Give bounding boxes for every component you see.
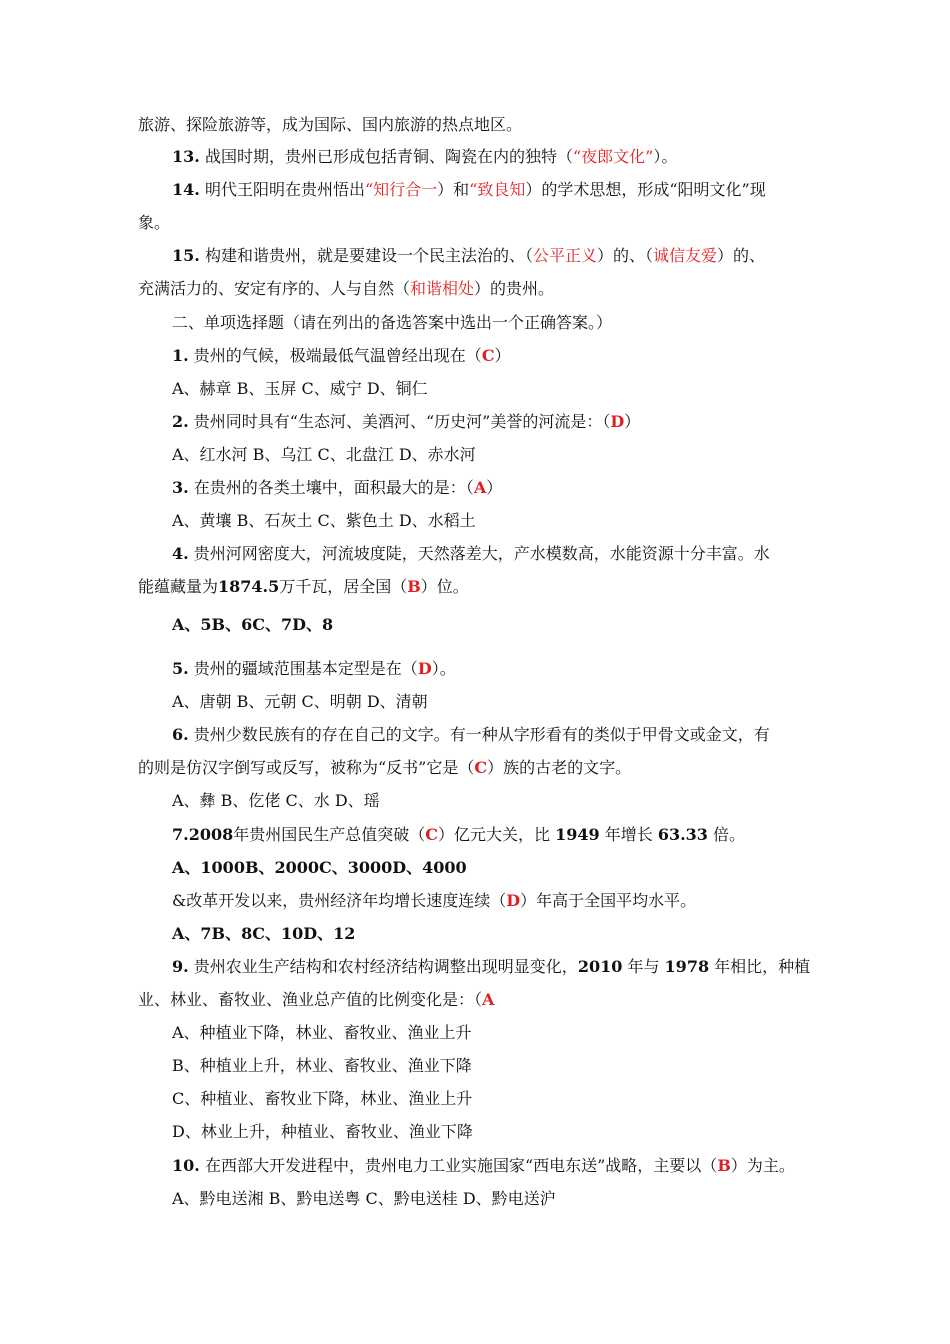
answer: D (610, 412, 625, 431)
question-text: 贵州的疆域范围基本定型是在（ (193, 659, 418, 678)
answer: D (506, 891, 521, 910)
mc-option-9d: D、林业上升，种植业、畜牧业、渔业下降 (172, 1122, 473, 1141)
figure: 1949 (555, 825, 600, 844)
question-text: ）的、（ (596, 246, 653, 265)
question-text: 贵州河网密度大，河流坡度陡，天然落差大，产水模数高，水能资源十分丰富。水 (193, 544, 770, 563)
question-text: 明代王阳明在贵州悟出 (204, 180, 365, 199)
question-text: ）。 (431, 659, 456, 678)
question-number: 10. (172, 1156, 200, 1175)
question-text: ）亿元大关，比 (437, 825, 550, 844)
answer: B (717, 1156, 731, 1175)
question-text: 改革开发以来，贵州经济年均增长速度连续（ (186, 891, 507, 910)
question-text: ）年高于全国平均水平。 (520, 891, 697, 910)
mc-question-9-continuation (138, 989, 494, 1011)
mc-options-3: A、黄壤 B、石灰土 C、紫色土 D、水稻土 (172, 511, 476, 530)
figure: 1874.5 (218, 577, 280, 596)
question-text: 年相比，种植 (714, 957, 811, 976)
answer: 公平正义 (532, 246, 597, 265)
question-text: 万千瓦，居全国（ (279, 577, 408, 596)
answer: B (407, 577, 421, 596)
question-text: 年与 (627, 957, 660, 976)
question-text: 倍。 (713, 825, 746, 844)
question-number: 3. (172, 478, 189, 497)
question-number: 7.2008 (172, 825, 234, 844)
mc-option-9b: B、种植业上升，林业、畜牧业、渔业下降 (172, 1056, 472, 1075)
question-13 (172, 146, 677, 168)
question-text: 贵州农业生产结构和农村经济结构调整出现明显变化， (193, 957, 578, 976)
question-number: 13. (172, 147, 200, 166)
mc-question-6-continuation (138, 757, 631, 779)
question-number: 2. (172, 412, 189, 431)
answer: “夜郎文化” (572, 147, 654, 166)
mc-options-4: A、5B、6C、7D、8 (172, 615, 334, 634)
question-12-continuation: 旅游、探险旅游等，成为国际、国内旅游的热点地区。 (138, 115, 523, 134)
answer: 和谐相处 (410, 279, 475, 298)
question-text: 在贵州的各类土壤中，面积最大的是：（ (193, 478, 474, 497)
question-text: 的则是仿汉字倒写或反写，被称为“反书”它是（ (138, 758, 475, 777)
answer: 诚信友爱 (652, 246, 717, 265)
question-14-continuation: 象。 (138, 213, 171, 232)
answer: D (417, 659, 432, 678)
question-text: ）族的古老的文字。 (487, 758, 632, 777)
mc-question-7 (172, 824, 745, 846)
mc-question-6 (172, 724, 770, 746)
section-title: 二、单项选择题（请在列出的备选答案中选出一个正确答案。） (172, 313, 613, 332)
question-text: 贵州少数民族有的存在自己的文字。有一种从字形看有的类似于甲骨文或金文，有 (193, 725, 770, 744)
answer: C (481, 346, 495, 365)
figure: 63.33 (657, 825, 708, 844)
question-text: 能蕴藏量为 (138, 577, 219, 596)
question-text: ）的贵州。 (474, 279, 555, 298)
question-number: 9. (172, 957, 189, 976)
mc-question-3 (172, 477, 502, 499)
mc-options-8: A、7B、8C、10D、12 (172, 924, 356, 943)
answer: “致良知 (469, 180, 526, 199)
answer: C (425, 825, 438, 844)
mc-options-7: A、1000B、2000C、3000D、4000 (172, 858, 467, 877)
mc-question-10 (172, 1155, 795, 1177)
question-text: ）的学术思想，形成“阳明文化”现 (525, 180, 766, 199)
question-text: 年贵州国民生产总值突破（ (233, 825, 426, 844)
mc-question-9 (172, 956, 810, 978)
mc-question-5 (172, 658, 456, 680)
question-text: ）。 (653, 147, 678, 166)
question-text: ）为主。 (730, 1156, 795, 1175)
answer: “知行合一 (364, 180, 438, 199)
question-text: ） (486, 478, 503, 497)
answer: A (473, 478, 487, 497)
question-text: ） (494, 346, 511, 365)
question-number: 4. (172, 544, 189, 563)
mc-options-1: A、赫章 B、玉屏 C、威宁 D、铜仁 (172, 379, 428, 398)
question-text: 充满活力的、安定有序的、人与自然（ (138, 279, 411, 298)
mc-options-6: A、彝 B、仡佬 C、水 D、瑶 (172, 791, 380, 810)
figure: 2010 (577, 957, 623, 976)
question-text: 贵州的气候，极端最低气温曾经出现在（ (193, 346, 482, 365)
question-15 (172, 245, 765, 267)
question-15-continuation (138, 278, 554, 300)
mc-question-1 (172, 345, 511, 367)
question-text: ）位。 (420, 577, 469, 596)
mc-options-5: A、唐朝 B、元朝 C、明朝 D、清朝 (172, 692, 428, 711)
question-number: 15. (172, 246, 200, 265)
question-text: 构建和谐贵州，就是要建设一个民主法治的、（ (204, 246, 533, 265)
answer: C (474, 758, 488, 777)
mc-question-4-continuation (138, 576, 469, 598)
question-text: ）的、 (717, 246, 766, 265)
mc-question-8 (172, 890, 696, 912)
mc-question-2 (172, 411, 640, 433)
question-14 (172, 179, 766, 201)
answer: A (482, 990, 495, 1009)
figure: 1978 (664, 957, 710, 976)
question-text: 业、林业、畜牧业、渔业总产值的比例变化是：（ (138, 990, 483, 1009)
question-number: 14. (172, 180, 200, 199)
mc-options-2: A、红水河 B、乌江 C、北盘江 D、赤水河 (172, 445, 476, 464)
question-number: & (172, 891, 187, 910)
question-number: 6. (172, 725, 189, 744)
question-number: 5. (172, 659, 189, 678)
question-text: ）和 (437, 180, 470, 199)
mc-option-9c: C、种植业、畜牧业下降，林业、渔业上升 (172, 1089, 473, 1108)
mc-question-4 (172, 543, 770, 565)
question-text: 贵州同时具有“生态河、美酒河、“历史河”美誉的河流是：（ (193, 412, 611, 431)
question-text: 在西部大开发进程中，贵州电力工业实施国家“西电东送”战略，主要以（ (204, 1156, 718, 1175)
question-text: ） (624, 412, 641, 431)
mc-options-10: A、黔电送湘 B、黔电送粤 C、黔电送桂 D、黔电送沪 (172, 1189, 556, 1208)
question-text: 年增长 (604, 825, 653, 844)
question-text: 战国时期，贵州已形成包括青铜、陶瓷在内的独特（ (204, 147, 573, 166)
question-number: 1. (172, 346, 189, 365)
mc-option-9a: A、种植业下降，林业、畜牧业、渔业上升 (172, 1023, 472, 1042)
